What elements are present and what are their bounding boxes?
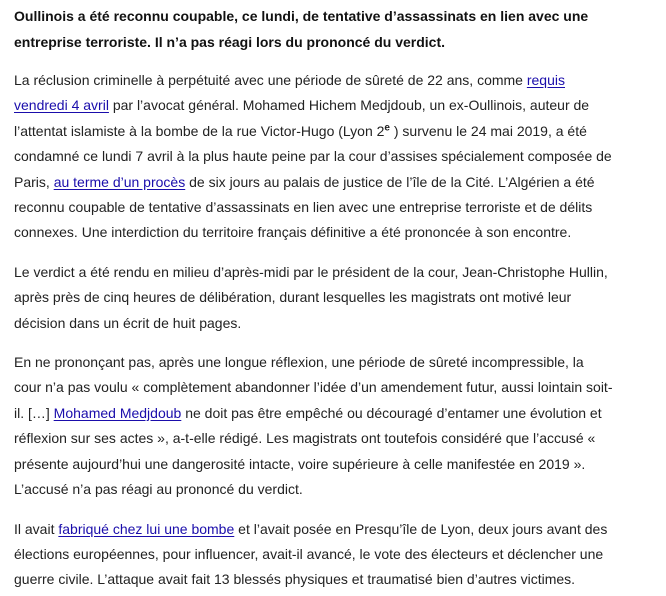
paragraph-text: et l’avait posée en Presqu’île de Lyon, deux jours avant des élections européennes, pour influencer, avait-il avancé, le vote des électeurs et déclencher une guerre civile. L’attaque avait fait 13 blessés physiques et traumatisé bien d’autres victimes. [14,520,608,588]
link-requis-vendredi[interactable]: requis vendredi 4 avril [14,72,565,114]
paragraph-text: La réclusion criminelle à perpétuité avec une période de sûreté de 22 ans, comme [14,72,527,88]
paragraph-bombe [14,517,614,593]
paragraph-text: par l’avocat général. Mohamed Hichem Medjdoub, un ex-Oullinois, auteur de l’attentat islamiste à la bombe de la rue Victor-Hugo (Lyon 2 [14,97,590,139]
paragraph-text: ne doit pas être empêché ou découragé d’entamer une évolution et réflexion sur ses actes », a-t-elle rédigé. Les magistrats ont toutefois considéré que l’accusé « présente aujourd’hui une dangerosité intacte, voire supérieure à celle manifestée en 2019 ». L’accusé n’a pas réagi au prononcé du verdict. [14,404,602,498]
link-mohamed-medjdoub[interactable]: Mohamed Medjdoub [53,404,182,421]
paragraph-text: ) survenu le 24 mai 2019, a été condamné ce lundi 7 avril à la plus haute peine par la cour d’assises spécialement composée de Paris, [14,122,612,190]
ordinal-superscript: e [384,122,390,134]
paragraph-text: de six jours au palais de justice de l’île de la Cité. L’Algérien a été reconnu coupable de tentative d’assassinats en lien avec une entreprise terroriste et de délits connexes. Une interdiction du territoire français définitive a été prononcée à son encontre. [14,173,595,241]
paragraph-verdict: Le verdict a été rendu en milieu d’après-midi par le président de la cour, Jean-Christophe Hullin, après près de cinq heures de délibération, durant lesquelles les magistrats ont motivé leur décision dans un écrit de huit pages. [14,263,608,331]
link-fabrique-bombe[interactable]: fabriqué chez lui une bombe [58,520,235,537]
paragraph-sentence [14,68,614,246]
paragraph-text: En ne prononçant pas, après une longue réflexion, une période de sûreté incompressible, la cour n’a pas voulu « complètement abandonner l’idée d’un amendement futur, aussi lointain soit-il. […] [14,354,613,421]
article-lead: Oullinois a été reconnu coupable, ce lundi, de tentative d’assassinats en lien avec une entreprise terroriste. Il n’a pas réagi lors du prononcé du verdict. [14,8,589,50]
paragraph-text: Il avait [14,520,59,537]
link-au-terme-proces[interactable]: au terme d’un procès [53,173,186,190]
paragraph-surete [14,350,614,502]
